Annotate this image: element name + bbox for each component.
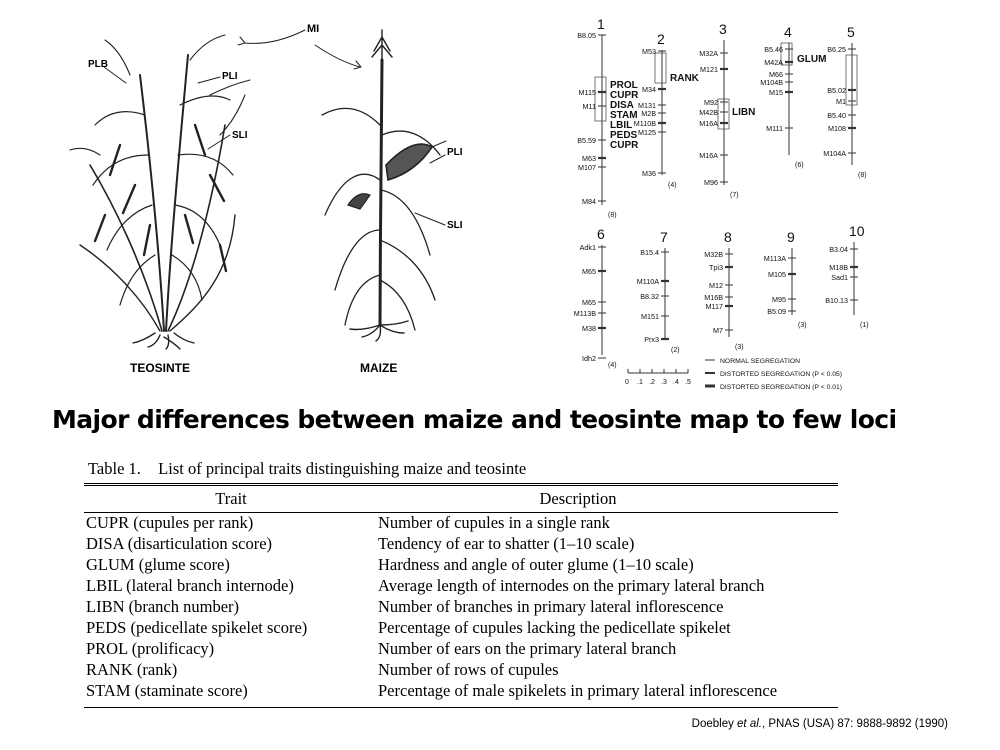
marker-label: M18B	[829, 263, 848, 272]
citation-journal: , PNAS (USA) 87: 9888-9892 (1990)	[761, 718, 948, 730]
marker-label: B10.13	[825, 296, 848, 305]
description-cell: Number of cupules in a single rank	[378, 512, 610, 532]
chromosome-9-count: (3)	[798, 322, 807, 329]
marker-label: Adk1	[579, 243, 596, 252]
marker-label: B8.32	[640, 292, 659, 301]
maize-drawing	[315, 30, 446, 341]
marker-label: M92	[704, 98, 718, 107]
marker-label: B15.4	[640, 248, 659, 257]
chromosome-3-count: (7)	[730, 192, 739, 199]
marker-label: M95	[772, 295, 786, 304]
chromosome-1-count: (8)	[608, 212, 617, 219]
table-row	[84, 680, 838, 701]
citation	[692, 718, 948, 730]
label-sli-maize: SLI	[447, 220, 463, 231]
marker-label: B5.02	[827, 86, 846, 95]
marker-label: M110B	[633, 119, 656, 128]
trait-cell: CUPR (cupules per rank)	[86, 512, 254, 532]
trait-label: RANK	[670, 73, 699, 84]
marker-label: M65	[582, 298, 596, 307]
marker-label: M2B	[641, 109, 656, 118]
chromosome-6-number: 6	[597, 226, 605, 242]
marker-label: M110A	[636, 277, 659, 286]
legend-entry: DISTORTED SEGREGATION (P < 0.01)	[720, 384, 843, 391]
description-cell: Number of ears on the primary lateral branch	[378, 638, 677, 658]
marker-label: Tpi3	[709, 263, 723, 272]
marker-label: M66	[769, 70, 783, 79]
marker-label: M32B	[704, 250, 723, 259]
marker-label: B5.46	[764, 45, 783, 54]
trait-cell: LIBN (branch number)	[86, 596, 240, 616]
description-cell: Number of branches in primary lateral inflorescence	[378, 596, 724, 616]
marker-label: B5.09	[767, 307, 786, 316]
marker-label: B5.40	[827, 111, 846, 120]
marker-label: M108	[828, 124, 846, 133]
marker-label: M96	[704, 178, 718, 187]
chromosome-map	[555, 15, 990, 395]
table-caption-text: List of principal traits distinguishing maize and teosinte	[158, 459, 527, 478]
plant-illustration	[60, 15, 490, 385]
trait-cell: RANK (rank)	[86, 659, 178, 679]
marker-label: Prx3	[644, 335, 659, 344]
chromosome-8-count: (3)	[735, 344, 744, 351]
chromosome-4-count: (6)	[795, 162, 804, 169]
marker-label: M65	[582, 267, 596, 276]
trait-cell: PROL (prolificacy)	[86, 638, 215, 658]
marker-label: M113A	[763, 254, 786, 263]
description-cell: Percentage of male spikelets in primary lateral inflorescence	[378, 680, 778, 700]
chromosome-6-count: (4)	[608, 362, 617, 369]
trait-label: CUPR	[610, 90, 639, 101]
description-cell: Number of rows of cupules	[378, 659, 559, 679]
label-pli-maize: PLI	[447, 147, 463, 158]
marker-label: M107	[578, 163, 596, 172]
table-row	[84, 638, 838, 659]
trait-cell: PEDS (pedicellate spikelet score)	[86, 617, 308, 637]
legend-entry: NORMAL SEGREGATION	[720, 358, 801, 365]
label-plb: PLB	[88, 59, 108, 70]
marker-label: M84	[582, 197, 596, 206]
chromosome-1-qtl-box	[595, 77, 606, 121]
marker-label: M111	[766, 124, 783, 133]
chromosome-5-number: 5	[847, 24, 855, 40]
trait-label: LIBN	[732, 107, 756, 118]
table-number: Table 1.	[88, 459, 141, 478]
scale-tick-label: .4	[673, 379, 679, 386]
marker-label: Sad1	[831, 273, 848, 282]
marker-label: M151	[641, 312, 659, 321]
marker-label: M104A	[823, 149, 846, 158]
marker-label: M125	[638, 128, 656, 137]
marker-label: M32A	[699, 49, 718, 58]
description-cell: Tendency of ear to shatter (1–10 scale)	[378, 533, 635, 553]
caption-teosinte: TEOSINTE	[130, 361, 191, 375]
label-sli-teosinte: SLI	[232, 130, 248, 141]
chromosome-1-number: 1	[597, 16, 605, 32]
table-caption	[88, 459, 526, 479]
scale-tick-label: .1	[637, 379, 643, 386]
marker-label: M131	[638, 101, 656, 110]
marker-label: M16A	[699, 119, 718, 128]
table-row	[84, 575, 838, 596]
trait-label: CUPR	[610, 140, 639, 151]
marker-label: M11	[582, 102, 596, 111]
teosinte-drawing	[70, 30, 305, 349]
marker-label: M121	[700, 65, 718, 74]
trait-label: DISA	[610, 100, 634, 111]
marker-label: M36	[642, 169, 656, 178]
table-row	[84, 554, 838, 575]
header-trait: Trait	[215, 489, 247, 508]
marker-label: B8.05	[577, 31, 596, 40]
description-cell: Average length of internodes on the primary lateral branch	[378, 575, 765, 595]
trait-table	[84, 486, 838, 701]
table-row	[84, 659, 838, 680]
chromosome-7-number: 7	[660, 229, 668, 245]
trait-label: PEDS	[610, 130, 638, 141]
table-top-rule	[84, 483, 838, 484]
description-cell: Percentage of cupules lacking the pedicellate spikelet	[378, 617, 731, 637]
table-row	[84, 512, 838, 533]
trait-label: PROL	[610, 80, 638, 91]
marker-label: M15	[769, 88, 783, 97]
marker-label: M16B	[704, 293, 723, 302]
marker-label: M38	[582, 324, 596, 333]
citation-etal: et al.	[737, 718, 762, 730]
chromosome-2-number: 2	[657, 31, 665, 47]
chromosome-4-number: 4	[784, 24, 792, 40]
caption-maize: MAIZE	[360, 361, 398, 375]
marker-label: M117	[705, 302, 723, 311]
chromosome-7-count: (2)	[671, 347, 680, 354]
marker-label: M115	[578, 88, 596, 97]
marker-label: B5.59	[577, 136, 596, 145]
trait-cell: LBIL (lateral branch internode)	[86, 575, 294, 595]
marker-label: M12	[709, 281, 723, 290]
chromosome-5-count: (8)	[858, 172, 867, 179]
scale-tick-label: 0	[625, 379, 629, 386]
label-pli-teosinte: PLI	[222, 71, 238, 82]
marker-label: M53	[642, 47, 656, 56]
table-row	[84, 617, 838, 638]
marker-label: M104B	[760, 78, 783, 87]
marker-label: B6.25	[827, 45, 846, 54]
scale-tick-label: .3	[661, 379, 667, 386]
scale-tick-label: .2	[649, 379, 655, 386]
chromosome-2-count: (4)	[668, 182, 677, 189]
marker-label: M34	[642, 85, 656, 94]
trait-cell: DISA (disarticulation score)	[86, 533, 273, 553]
table-bottom-rule	[84, 707, 838, 708]
table-row	[84, 533, 838, 554]
marker-label: M42B	[699, 108, 718, 117]
marker-label: Idh2	[582, 354, 596, 363]
trait-cell: STAM (staminate score)	[86, 680, 248, 700]
chromosome-9-number: 9	[787, 229, 795, 245]
marker-label: B3.04	[829, 245, 848, 254]
marker-label: M105	[768, 270, 786, 279]
chromosome-10-count: (1)	[860, 322, 869, 329]
legend-entry: DISTORTED SEGREGATION (P < 0.05)	[720, 371, 843, 378]
citation-authors: Doebley	[691, 718, 738, 730]
marker-label: M63	[582, 154, 596, 163]
table-row	[84, 596, 838, 617]
header-description: Description	[539, 489, 617, 508]
chromosome-10-number: 10	[849, 223, 865, 239]
trait-label: STAM	[610, 110, 638, 121]
marker-label: M113B	[573, 309, 596, 318]
marker-label: M42A	[764, 58, 783, 67]
chromosome-8-number: 8	[724, 229, 732, 245]
trait-label: LBIL	[610, 120, 633, 131]
marker-label: M7	[713, 326, 723, 335]
marker-label: M1	[836, 97, 846, 106]
label-mi: MI	[307, 23, 320, 35]
table-header-row	[84, 486, 838, 512]
marker-label: M16A	[699, 151, 718, 160]
description-cell: Hardness and angle of outer glume (1–10 scale)	[378, 554, 694, 574]
trait-label: GLUM	[797, 54, 827, 65]
scale-tick-label: .5	[685, 379, 691, 386]
slide-headline: Major differences between maize and teosinte map to few loci	[52, 405, 897, 434]
chromosome-3-number: 3	[719, 21, 727, 37]
chromosome-2-qtl-box	[655, 53, 666, 83]
trait-cell: GLUM (glume score)	[86, 554, 230, 574]
